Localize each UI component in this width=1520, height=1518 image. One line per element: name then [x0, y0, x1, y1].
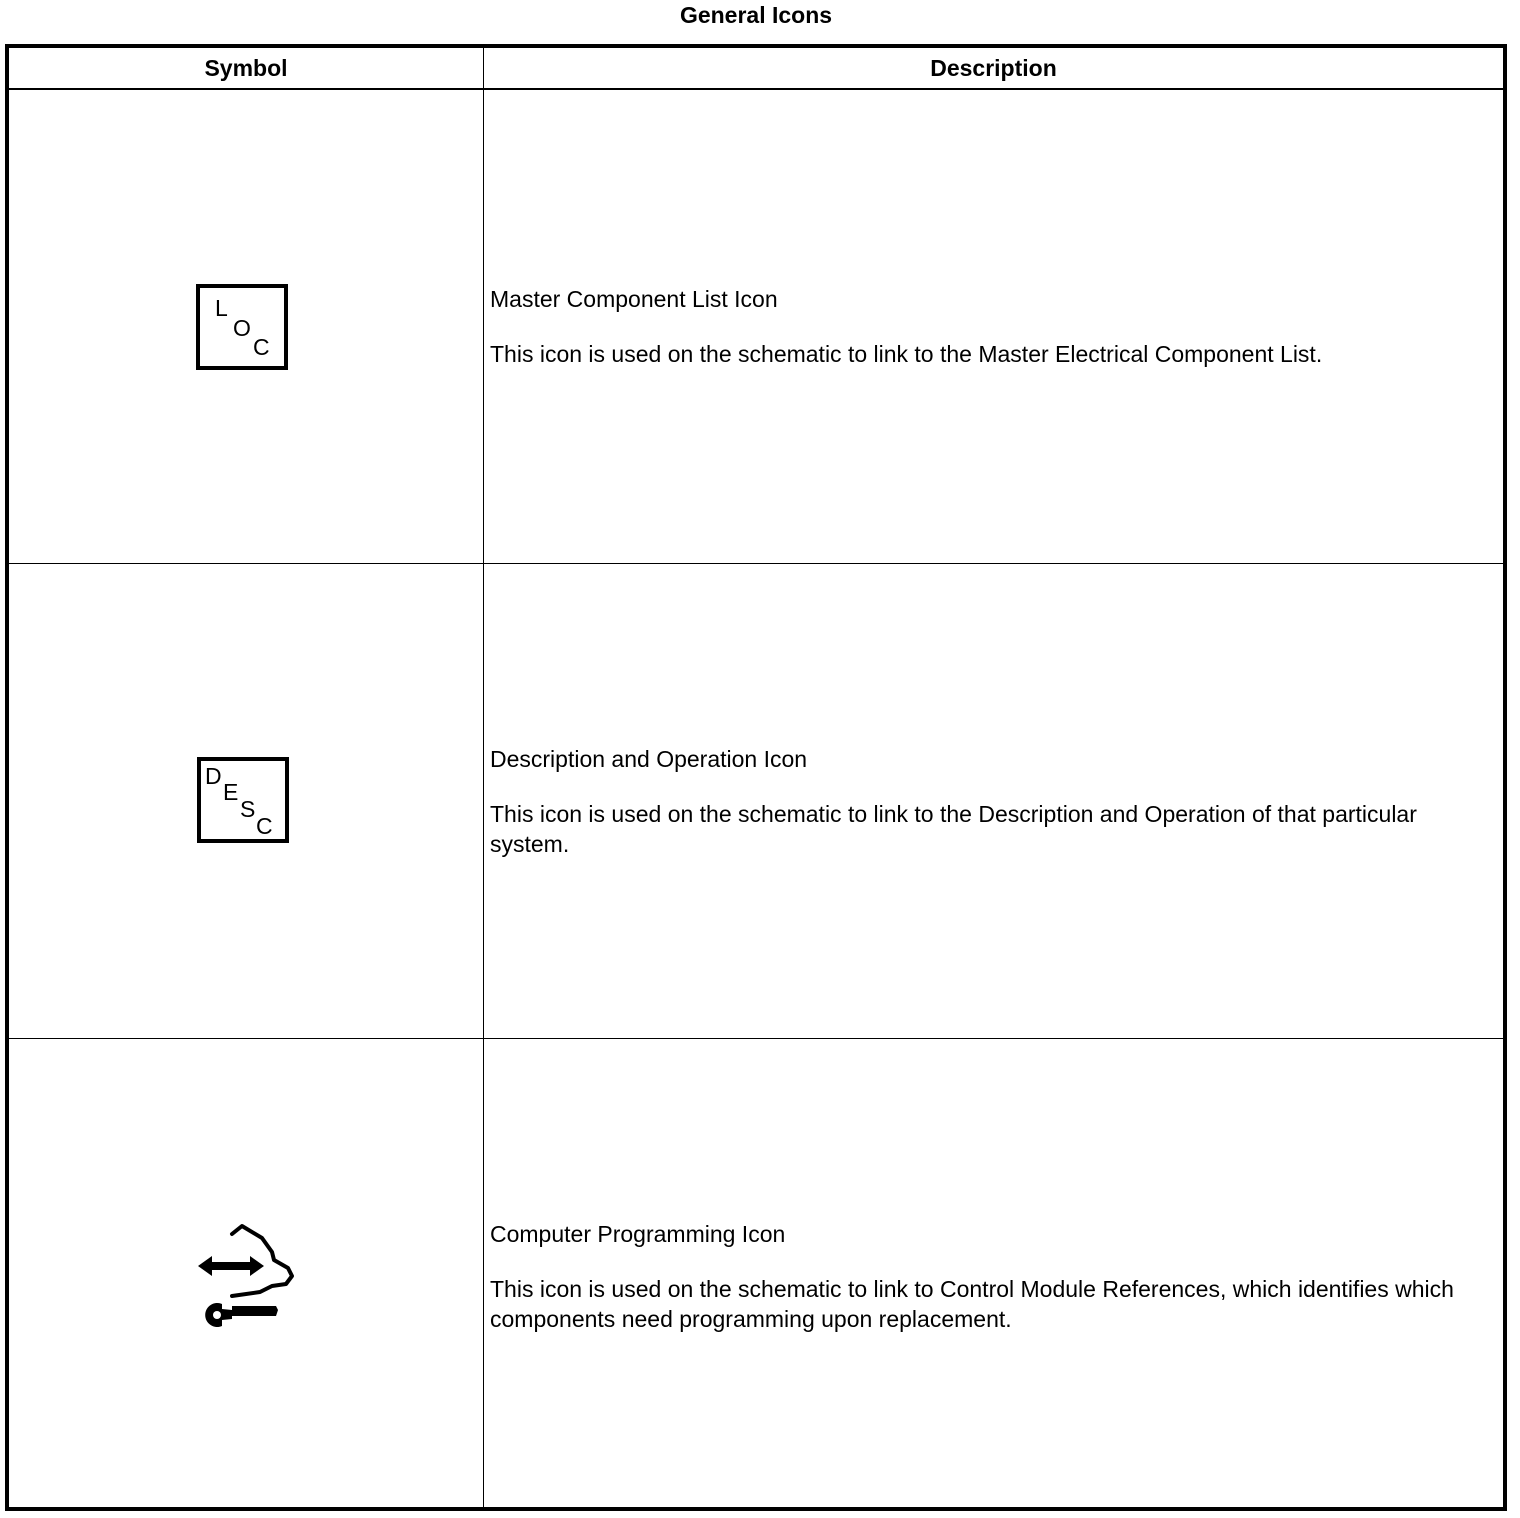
general-icons-table [5, 44, 1507, 1511]
table-row [9, 565, 1503, 1039]
table-row [9, 90, 1503, 564]
icon-name: Computer Programming Icon [490, 1221, 786, 1247]
column-header-symbol: Symbol [204, 55, 288, 81]
table-row [9, 1040, 1503, 1513]
icon-letter: D [205, 763, 222, 789]
icon-description: This icon is used on the schematic to link to Control Module References, which identifies which components need programming upon replacement. [490, 1276, 1454, 1332]
loc-icon [196, 284, 288, 370]
column-header-description: Description [930, 55, 1057, 81]
symbol-cell [9, 565, 483, 1038]
page-title: General Icons [679, 2, 833, 28]
icon-letter: E [223, 779, 239, 805]
description-cell [490, 565, 1500, 1038]
icon-description: This icon is used on the schematic to link to the Master Electrical Component List. [490, 341, 1323, 367]
icon-letter: L [215, 295, 228, 321]
computer-programming-icon [192, 1222, 302, 1330]
description-cell [490, 1040, 1500, 1513]
symbol-cell [9, 1040, 483, 1513]
description-cell [490, 90, 1500, 563]
icon-letter: O [233, 315, 251, 341]
icon-letter: S [240, 796, 256, 822]
symbol-cell [9, 90, 483, 563]
table-header [9, 48, 1503, 90]
icon-description: This icon is used on the schematic to link to the Description and Operation of that particular system. [490, 801, 1417, 857]
icon-name: Description and Operation Icon [490, 746, 808, 772]
desc-icon [197, 757, 289, 843]
icon-letter: C [253, 334, 270, 360]
icon-name: Master Component List Icon [490, 286, 778, 312]
icon-letter: C [256, 813, 273, 839]
